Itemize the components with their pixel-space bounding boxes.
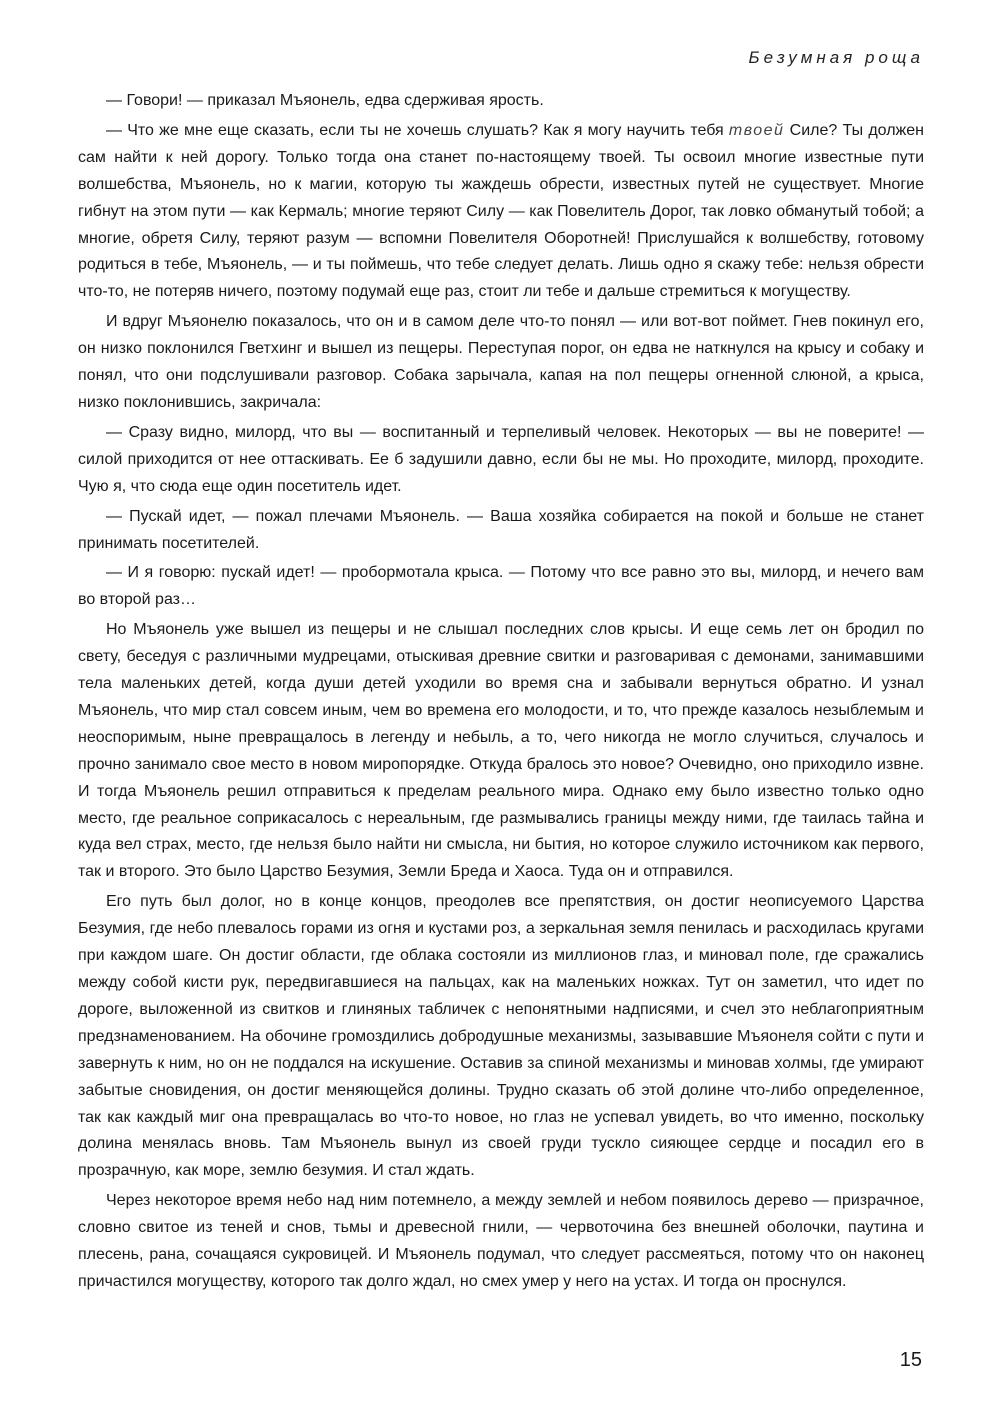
paragraph-1: — Говори! — приказал Мъяонель, едва сдерживая ярость. <box>106 92 544 109</box>
paragraph-7: Но Мъяонель уже вышел из пещеры и не слышал последних слов крысы. И еще семь лет он бродил по свету, беседуя с различными мудрецами, отыскивая древние свитки и разговаривая с демонами, занимавшими тела маленьких детей, когда души детей уходили во время сна и забывали вернуться обратно. И узнал Мъяонель, что мир стал совсем иным, чем во времена его молодости, и то, что прежде казалось незыблемым и неоспоримым, ныне превращалось в легенду и небыль, а то, чего никогда не могло случиться, случалось и прочно занимало свое место в новом миропорядке. Откуда бралось это новое? Очевидно, оно приходило извне. И тогда Мъяонель решил отправиться к пределам реального мира. Однако ему было известно только одно место, где реальное соприкасалось с нереальным, где размывались границы между ними, где таилась тайна и куда вел страх, место, где нельзя было найти ни смысла, ни бытия, но которое служило источником как первого, так и второго. Это было Царство Безумия, Земли Бреда и Хаоса. Туда он и отправился. <box>78 621 924 881</box>
page-number: 15 <box>899 1349 922 1371</box>
text-body <box>78 88 924 1299</box>
paragraph-2-part-1: — Что же мне еще сказать, если ты не хочешь слушать? Как я могу научить тебя <box>106 121 729 139</box>
paragraph-9: Через некоторое время небо над ним потемнело, а между землей и небом появилось дерево — призрачное, словно свитое из теней и снов, тьмы и древесной гнили, — червоточина без внешней оболочки, паутина и плесень, рана, сочащаяся сукровицей. И Мъяонель подумал, что следует рассмеяться, потому что он наконец причастился могуществу, которого так долго ждал, но смех умер у него на устах. И тогда он проснулся. <box>78 1192 924 1290</box>
paragraph-3: И вдруг Мъяонелю показалось, что он и в самом деле что-то понял — или вот-вот поймет. Гнев покинул его, он низко поклонился Гветхинг и вышел из пещеры. Переступая порог, он едва не наткнулся на крысу и собаку и понял, что они подслушивали разговор. Собака зарычала, капая на пол пещеры огненной слюной, а крыса, низко поклонившись, закричала: <box>78 313 924 411</box>
paragraph-4: — Сразу видно, милорд, что вы — воспитанный и терпеливый человек. Некоторых — вы не поверите! — силой приходится от нее оттаскивать. Ее б задушили давно, если бы не мы. Но проходите, милорд, проходите. Чую я, что сюда еще один посетитель идет. <box>78 423 924 495</box>
paragraph-2 <box>78 118 924 306</box>
emphasis-word: твоей <box>728 121 785 139</box>
paragraph-2-part-2: Силе? Ты должен сам найти к ней дорогу. Только тогда она станет по-настоящему твоей. Ты освоил многие известные пути волшебства, Мъяонель, но к магии, которую ты жаждешь обрести, известных путей не существует. Многие гибнут на этом пути — как Кермаль; многие теряют Силу — как Повелитель Дорог, так ловко обманутый тобой; а многие, обретя Силу, теряют разум — вспомни Повелителя Оборотней! Прислушайся к волшебству, готовому родиться в тебе, Мъяонель, — и ты поймешь, что тебе следует делать. Лишь одно я скажу тебе: нельзя обрести что-то, не потеряв ничего, поэтому подумай еще раз, стоит ли тебе и дальше стремиться к могуществу. <box>78 121 924 301</box>
running-head: Безумная роща <box>748 48 924 67</box>
paragraph-6: — И я говорю: пускай идет! — пробормотала крыса. — Потому что все равно это вы, милорд, и нечего вам во второй раз… <box>78 564 924 609</box>
paragraph-8: Его путь был долог, но в конце концов, преодолев все препятствия, он достиг неописуемого Царства Безумия, где небо плевалось горами из огня и кустами роз, а зеркальная земля пенилась и расходилась кругами при каждом шаге. Он достиг области, где облака состояли из миллионов глаз, и миновал поле, где сражались между собой кисти рук, передвигавшиеся на пальцах, как на маленьких ножках. Тут он заметил, что идет по дороге, выложенной из свитков и глиняных табличек с непонятными надписями, и счел это неблагоприятным предзнаменованием. На обочине громоздились добродушные механизмы, зазывавшие Мъяонеля сойти с пути и завернуть к ним, но он не поддался на искушение. Оставив за спиной механизмы и миновав холмы, где умирают забытые сновидения, он достиг меняющейся долины. Трудно сказать об этой долине что-либо определенное, так как каждый миг она превращалась во что-то новое, но глаз не успевал увидеть, во что именно, поскольку долина менялась вновь. Там Мъяонель вынул из своей груди тускло сияющее сердце и посадил его в прозрачную, как море, землю безумия. И стал ждать. <box>78 893 924 1180</box>
paragraph-5: — Пускай идет, — пожал плечами Мъяонель. — Ваша хозяйка собирается на покой и больше не станет принимать посетителей. <box>78 507 924 552</box>
